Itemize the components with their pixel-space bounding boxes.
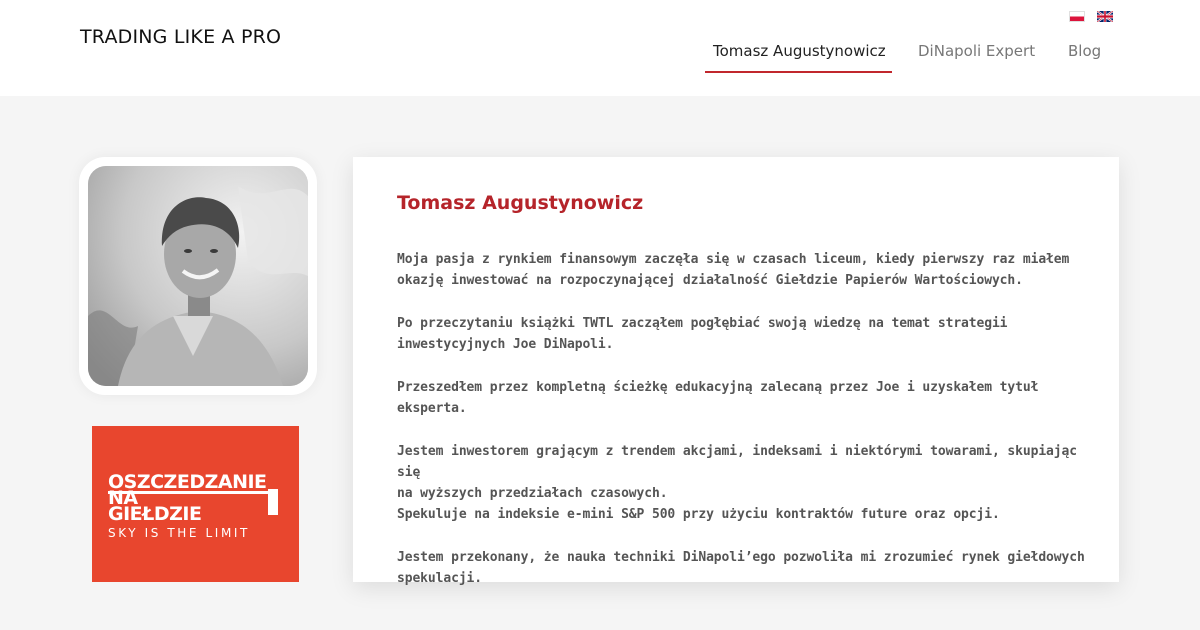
bio-line: Jestem inwestorem grającym z trendem akcjami, indeksami i niektórymi towarami, skupiając się bbox=[397, 444, 1077, 480]
bio-line: inwestycyjnych Joe DiNapoli. bbox=[397, 337, 614, 352]
bio-title: Tomasz Augustynowicz bbox=[397, 192, 644, 214]
oszczedzanie-na-gieldzie-logo[interactable] bbox=[92, 426, 299, 582]
bio-line: Przeszedłem przez kompletną ścieżkę edukacyjną zalecaną przez Joe i uzyskałem tytuł eksperta. bbox=[397, 380, 1039, 416]
bio-text bbox=[397, 249, 1087, 611]
profile-photo bbox=[88, 166, 308, 386]
nav-item-dinapoli-expert[interactable]: DiNapoli Expert bbox=[918, 42, 1036, 60]
profile-photo-frame bbox=[79, 157, 317, 395]
brand-line-1: OSZCZEDZANIE bbox=[108, 471, 267, 493]
bio-line: spekulacji. bbox=[397, 571, 482, 586]
bio-paragraph bbox=[397, 313, 1087, 355]
nav-item-blog[interactable]: Blog bbox=[1068, 42, 1102, 60]
bio-line: Spekuluje na indeksie e-mini S&P 500 przy użyciu kontraktów future oraz opcji. bbox=[397, 507, 1000, 522]
brand-tagline: SKY IS THE LIMIT bbox=[108, 526, 250, 540]
bio-card bbox=[353, 157, 1119, 586]
pl-flag-icon[interactable] bbox=[1069, 11, 1085, 22]
bio-paragraph bbox=[397, 377, 1087, 419]
bio-line: okazję inwestować na rozpoczynającej działalność Giełdzie Papierów Wartościowych. bbox=[397, 273, 1023, 288]
en-flag-icon[interactable] bbox=[1097, 11, 1113, 22]
nav-item-tomasz-augustynowicz[interactable]: Tomasz Augustynowicz bbox=[713, 42, 886, 60]
main-nav bbox=[0, 42, 1200, 82]
site-header bbox=[0, 0, 1200, 96]
bio-paragraph bbox=[397, 249, 1087, 291]
brand-line-2: NA bbox=[108, 487, 138, 509]
bio-line: Jestem przekonany, że nauka techniki DiNapoli’ego pozwoliła mi zrozumieć rynek giełdowych bbox=[397, 550, 1085, 565]
bio-line: na wyższych przedziałach czasowych. bbox=[397, 486, 668, 501]
brand-line-3: GIEŁDZIE bbox=[108, 503, 202, 525]
bio-paragraph bbox=[397, 547, 1087, 589]
bio-line: Moja pasja z rynkiem finansowym zaczęła się w czasach liceum, kiedy pierwszy raz miałem bbox=[397, 252, 1070, 267]
active-nav-underline bbox=[705, 71, 892, 73]
brand-frame-block bbox=[268, 489, 278, 515]
site-logo[interactable]: TRADING LIKE A PRO bbox=[80, 26, 282, 48]
bio-paragraph bbox=[397, 441, 1087, 525]
language-switcher bbox=[1069, 11, 1113, 22]
bio-line: Po przeczytaniu książki TWTL zacząłem pogłębiać swoją wiedzę na temat strategii bbox=[397, 316, 1008, 331]
